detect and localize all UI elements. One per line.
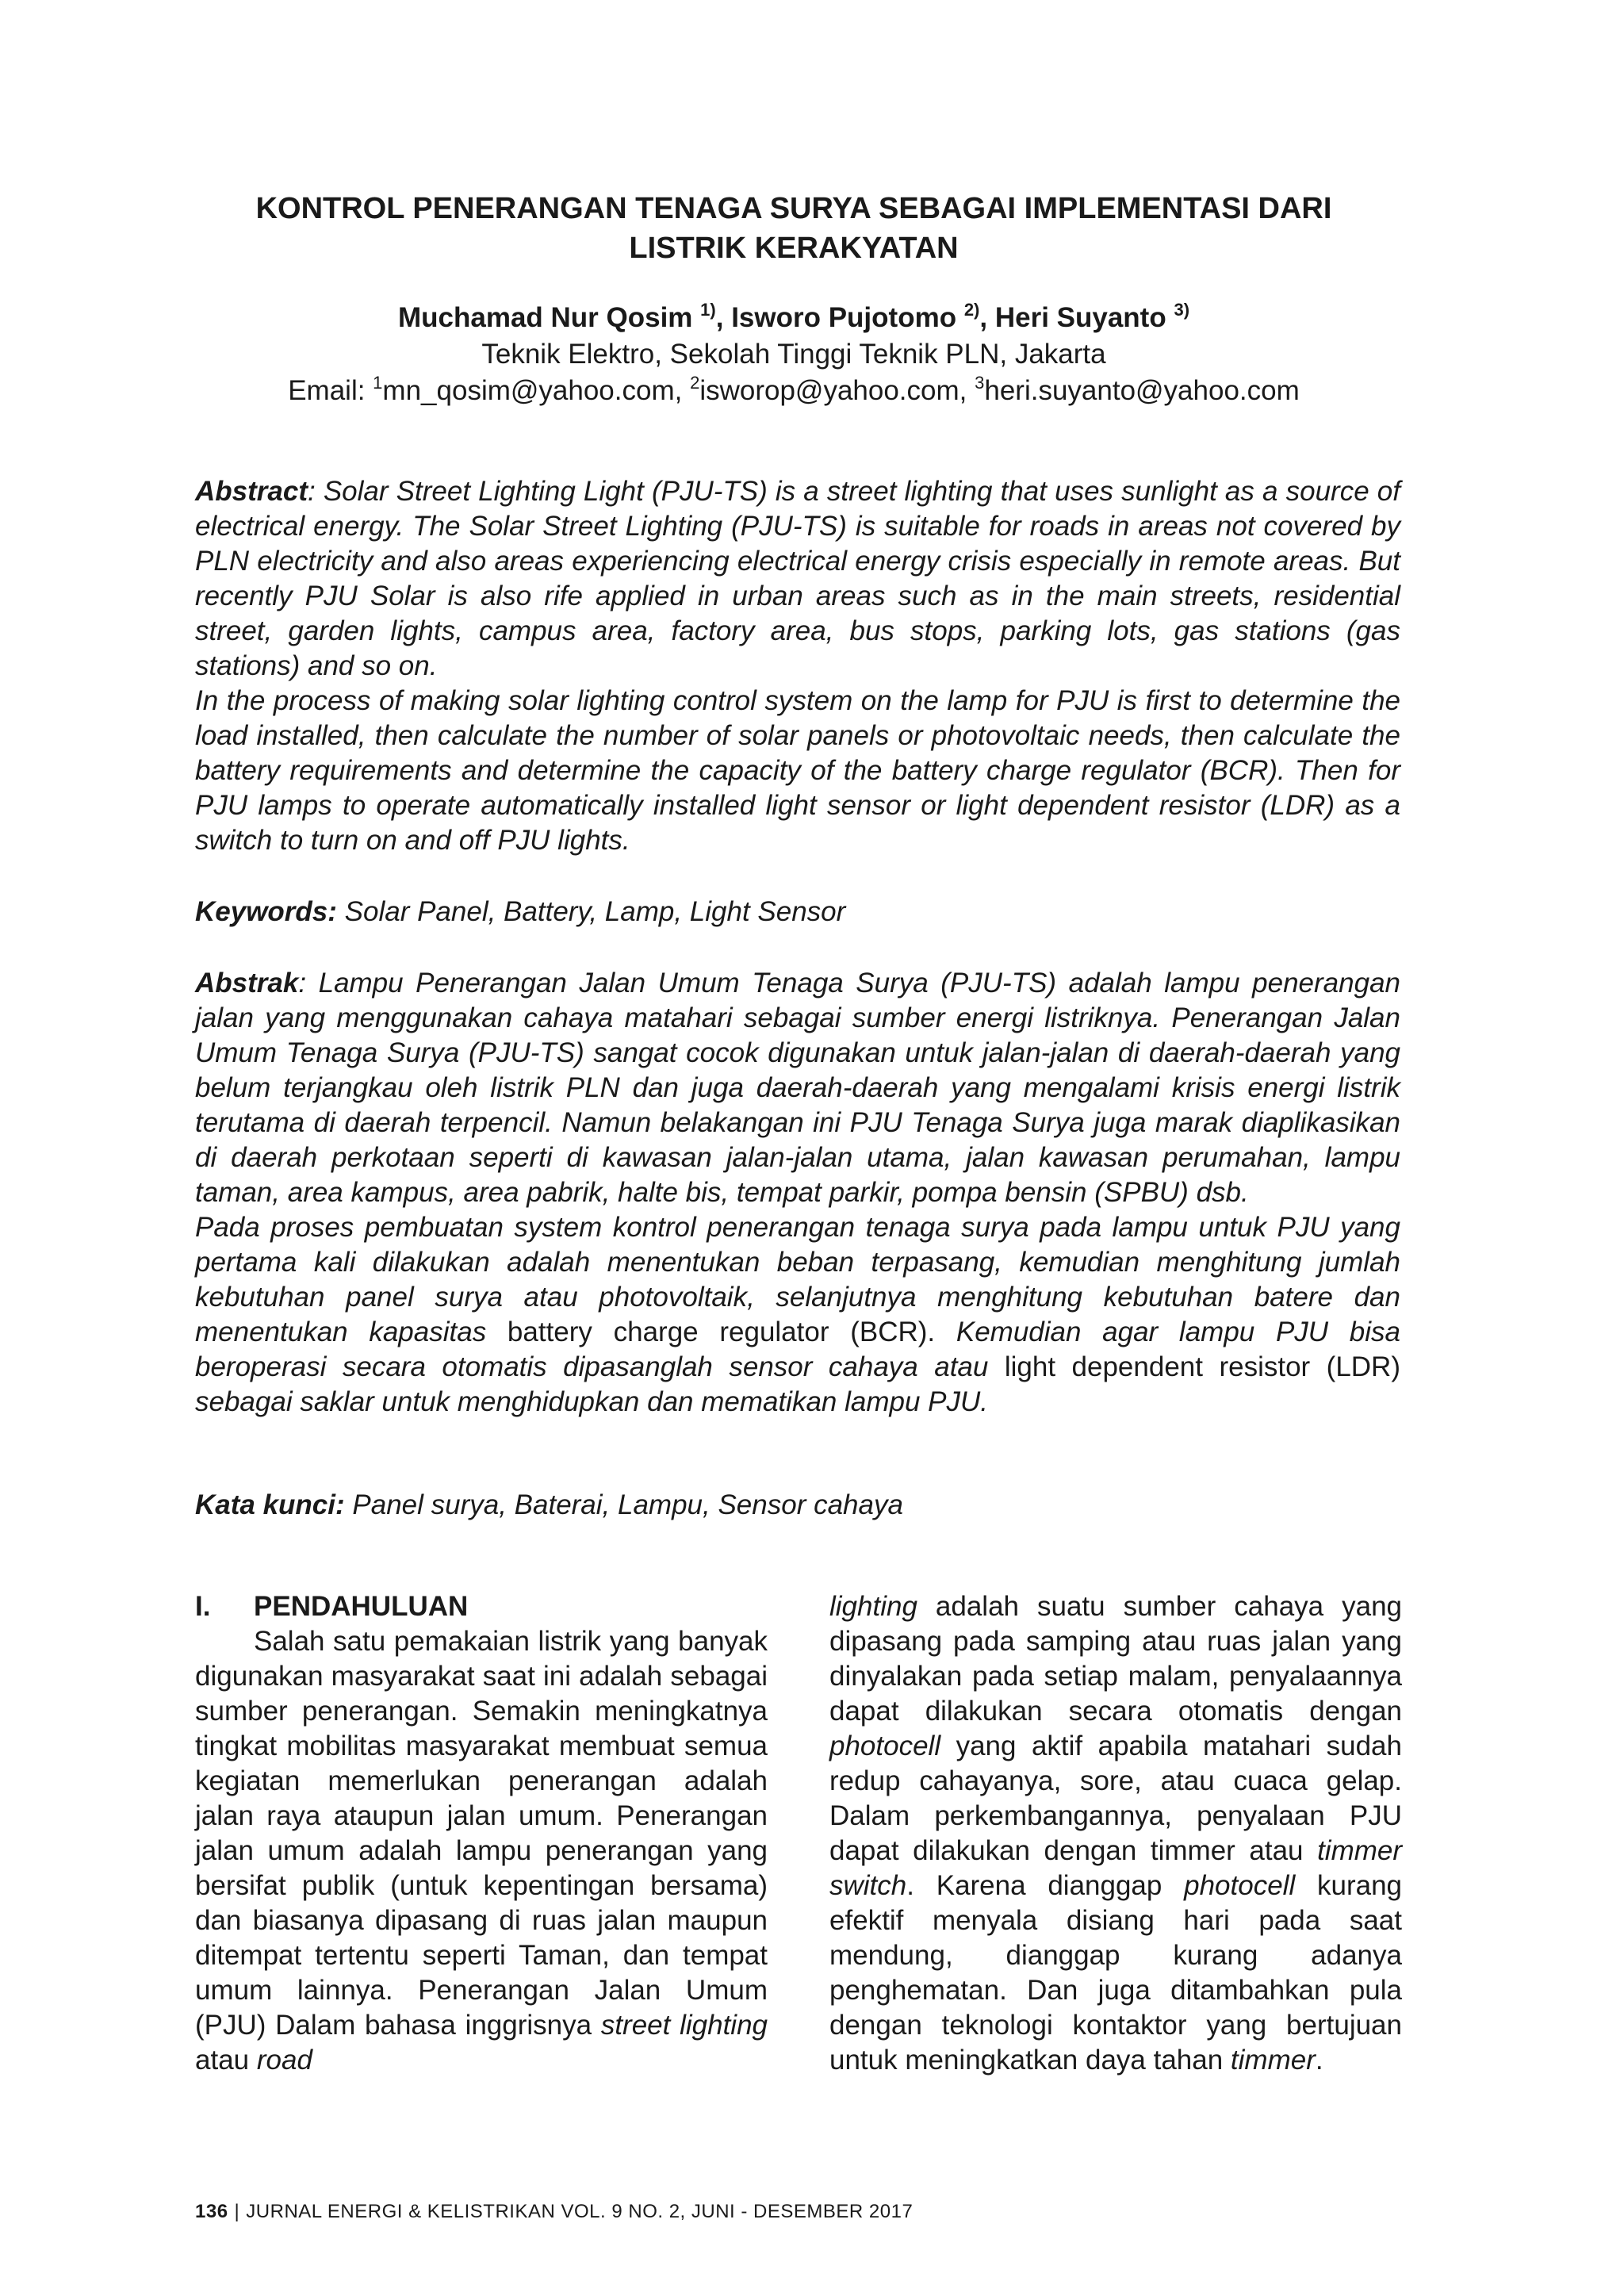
author-name: Isworo Pujotomo: [731, 302, 957, 333]
body-text: kurang efektif menyala disiang hari pada saat mendung, dianggap kurang adanya penghematan. Dan juga ditambahkan pula dengan teknologi kontaktor yang bertujuan untuk meningkatkan daya tahan: [829, 1870, 1402, 2076]
page-number: 136: [195, 2201, 228, 2222]
keywords-en-text: Solar Panel, Battery, Lamp, Light Sensor: [336, 896, 846, 927]
keywords-en-label: Keywords:: [195, 896, 337, 927]
abstract-en-paragraph-2: In the process of making solar lighting control system on the lamp for PJU is first to determine the load installed, then calculate the number of solar panels or photovoltaic needs, then calculate the battery requirements and determine the capacity of the battery charge regulator (BCR). Then for PJU lamps to operate automatically installed light sensor or light dependent resistor (LDR) as a switch to turn on and off PJU lights.: [195, 685, 1400, 856]
abstract-id-text-2b: battery charge regulator (BCR).: [507, 1317, 936, 1347]
email-mark: 3: [975, 373, 985, 393]
title-line-2: LISTRIK KERAKYATAN: [629, 232, 959, 265]
body-italic: road: [256, 2045, 312, 2076]
keywords-en: [195, 895, 1400, 930]
body-italic: photocell: [1184, 1870, 1296, 1901]
body-italic: timmer: [1230, 2045, 1316, 2076]
journal-name: JURNAL ENERGI & KELISTRIKAN VOL. 9 NO. 2, JUNI - DESEMBER 2017: [246, 2201, 914, 2222]
abstract-en-paragraph-1: [195, 474, 1400, 684]
affiliation: Teknik Elektro, Sekolah Tinggi Teknik PLN, Jakarta: [481, 339, 1106, 370]
abstract-en-label: Abstract: [195, 476, 308, 507]
abstract-en-text-1: : Solar Street Lighting Light (PJU-TS) is a street lighting that uses sunlight as a source of electrical energy. The Solar Street Lighting (PJU-TS) is suitable for roads in areas not covered by PLN electricity and also areas experiencing electrical energy crisis especially in remote areas. But recently PJU Solar is also rife applied in urban areas such as in the main streets, residential street, garden lights, campus area, factory area, bus stops, parking lots, gas stations (gas stations) and so on.: [195, 476, 1400, 681]
body-text: Salah satu pemakaian listrik yang banyak digunakan masyarakat saat ini adalah sebagai sumber penerangan. Semakin meningkatnya tingkat mobilitas masyarakat membuat semua kegiatan memerlukan penerangan adalah jalan raya ataupun jalan umum. Penerangan jalan umum adalah lampu penerangan yang bersifat publik (untuk kepentingan bersama) dan biasanya dipasang di ruas jalan maupun ditempat tertentu seperti Taman, dan tempat umum lainnya. Penerangan Jalan Umum (PJU) Dalam bahasa inggrisnya: [195, 1626, 768, 2041]
paper-title: [195, 189, 1392, 268]
section-heading: [195, 1589, 768, 1624]
body-text: yang aktif apabila matahari sudah redup cahayanya, sore, atau cuaca gelap. Dalam perkembangannya, penyalaan PJU dapat dilakukan dengan timmer atau: [829, 1731, 1402, 1866]
keywords-id: [195, 1488, 1400, 1523]
email-mark: 1: [373, 373, 383, 393]
abstract-id-paragraph-2: [195, 1210, 1400, 1420]
author-mark: 3): [1174, 300, 1190, 320]
keywords-id-text: Panel surya, Baterai, Lampu, Sensor cahaya: [344, 1489, 903, 1520]
email-separator: ,: [674, 375, 691, 406]
email-address: isworop@yahoo.com: [699, 375, 959, 406]
abstract-id-text-2d: light dependent resistor (LDR): [1004, 1351, 1400, 1382]
section-number: I.: [195, 1591, 211, 1622]
title-line-1: KONTROL PENERANGAN TENAGA SURYA SEBAGAI IMPLEMENTASI DARI: [255, 192, 1332, 225]
body-text: atau: [195, 2045, 257, 2076]
body-italic: timmer switch: [829, 1835, 1402, 1901]
abstract-id: [195, 966, 1400, 1420]
abstract-id-text-2c: Kemudian agar lampu PJU bisa beroperasi secara otomatis dipasanglah sensor cahaya atau: [195, 1317, 1400, 1382]
author-mark: 2): [963, 300, 980, 320]
abstract-id-label: Abstrak: [195, 968, 299, 999]
body-italic: photocell: [829, 1731, 941, 1761]
body-italic: lighting: [829, 1591, 917, 1622]
footer-separator: |: [234, 2201, 240, 2222]
keywords-id-label: Kata kunci:: [195, 1489, 345, 1520]
author-mark: 1): [700, 300, 716, 320]
body-text: . Karena dianggap: [906, 1870, 1185, 1901]
email-prefix: Email:: [288, 375, 373, 406]
section-title: PENDAHULUAN: [254, 1591, 469, 1622]
body-text: .: [1315, 2045, 1323, 2076]
author-separator: ,: [715, 302, 732, 333]
email-line: [195, 373, 1392, 409]
abstract-en: [195, 474, 1400, 858]
author-list: [195, 300, 1392, 336]
abstract-id-text-1: : Lampu Penerangan Jalan Umum Tenaga Surya (PJU-TS) adalah lampu penerangan jalan yang menggunakan cahaya matahari sebagai sumber energi listriknya. Penerangan Jalan Umum Tenaga Surya (PJU-TS) sangat cocok digunakan untuk jalan-jalan di daerah-daerah yang belum terjangkau oleh listrik PLN dan juga daerah-daerah yang mengalami krisis energi listrik terutama di daerah terpencil. Namun belakangan ini PJU Tenaga Surya juga marak diaplikasikan di daerah perkotaan seperti di kawasan jalan-jalan utama, jalan kawasan perumahan, lampu taman, area kampus, area pabrik, halte bis, tempat parkir, pompa bensin (SPBU) dsb.: [195, 968, 1400, 1208]
body-italic: street lighting: [600, 2010, 768, 2041]
abstract-id-text-2e: sebagai saklar untuk menghidupkan dan mematikan lampu PJU.: [195, 1386, 989, 1417]
abstract-id-paragraph-1: [195, 966, 1400, 1210]
email-separator: ,: [959, 375, 975, 406]
page-footer: [195, 2200, 913, 2224]
email-address: heri.suyanto@yahoo.com: [984, 375, 1300, 406]
abstract-id-text-2a: Pada proses pembuatan system kontrol penerangan tenaga surya pada lampu untuk PJU yang pertama kali dilakukan adalah menentukan beban terpasang, kemudian menghitung jumlah kebutuhan panel surya atau photovoltaik, selanjutnya menghitung kebutuhan batere dan menentukan kapasitas: [195, 1212, 1400, 1347]
email-mark: 2: [690, 373, 700, 393]
body-text: adalah suatu sumber cahaya yang dipasang pada samping atau ruas jalan yang dinyalakan pada setiap malam, penyalaannya dapat dilakukan secara otomatis dengan: [829, 1591, 1402, 1727]
email-address: mn_qosim@yahoo.com: [382, 375, 675, 406]
body-column-left: [195, 1589, 768, 2078]
body-paragraph-left: [195, 1624, 768, 2078]
body-column-right: [829, 1589, 1402, 2078]
author-separator: ,: [979, 302, 995, 333]
body-paragraph-right: [829, 1589, 1402, 2078]
author-name: Heri Suyanto: [994, 302, 1166, 333]
author-name: Muchamad Nur Qosim: [397, 302, 693, 333]
